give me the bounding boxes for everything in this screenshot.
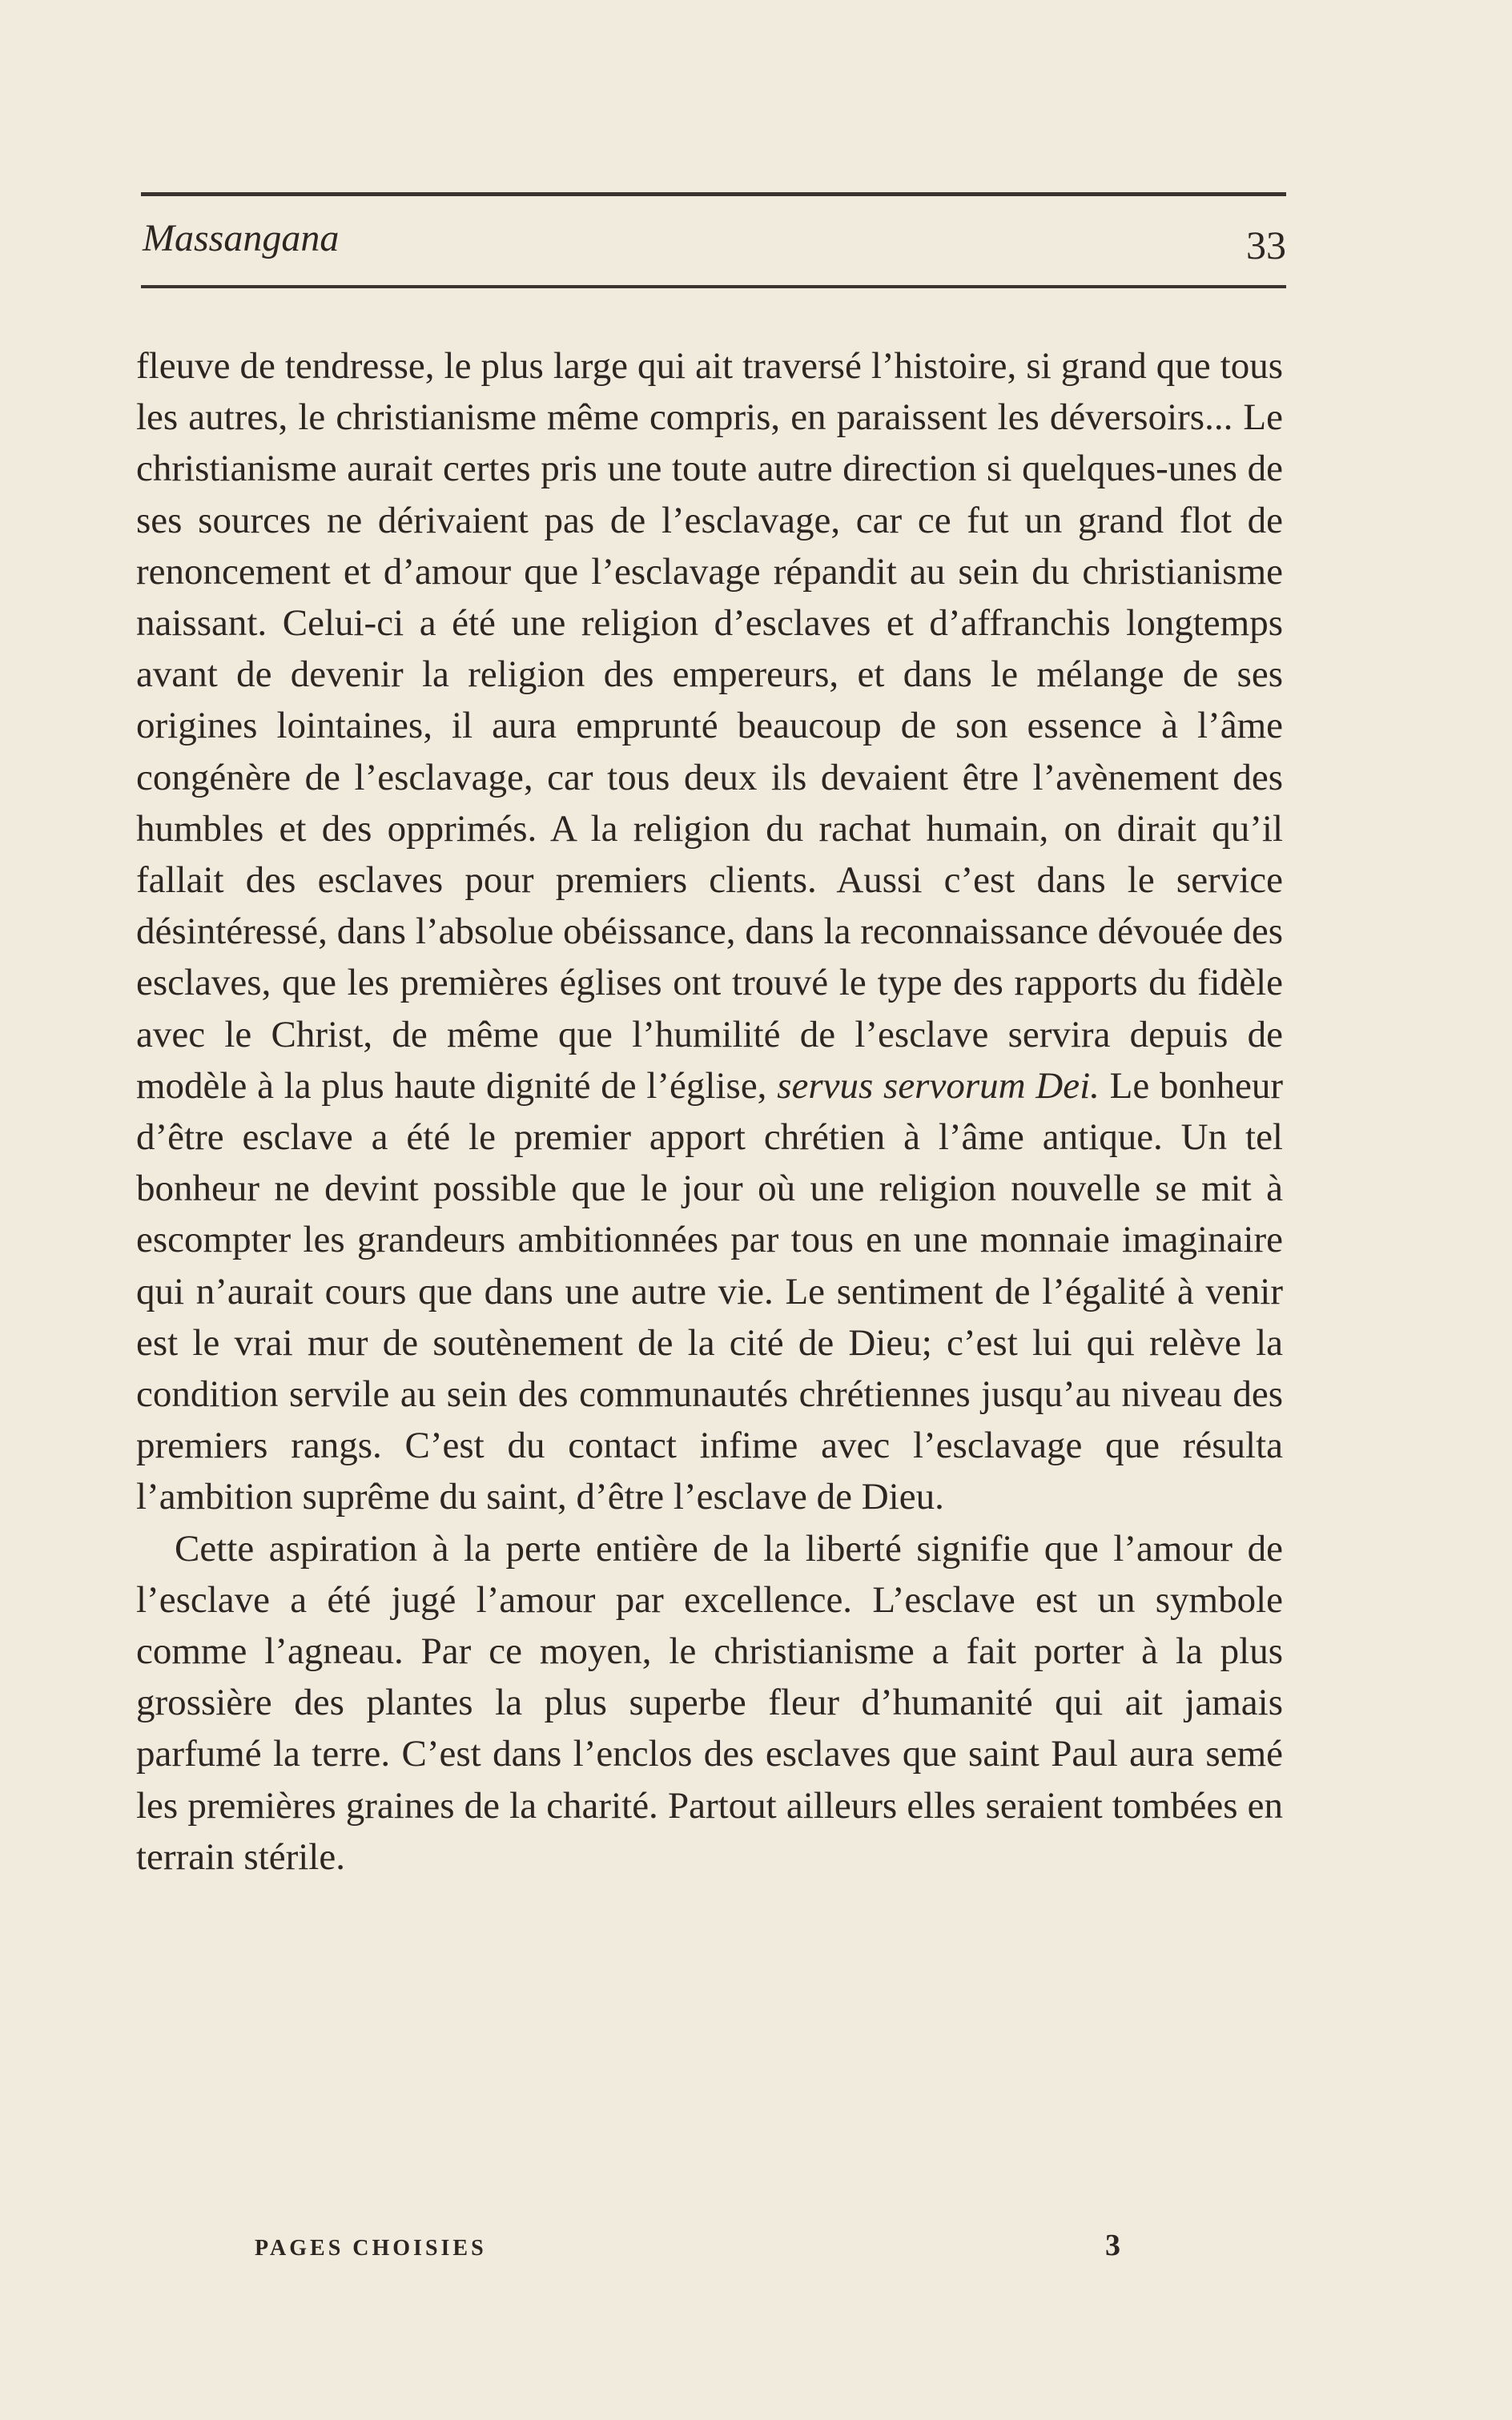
paragraph-1 <box>136 340 1283 1523</box>
paragraph-2: Cette aspiration à la perte entière de la liberté signifie que l’amour de l’esclave a été jugé l’amour par excellence. L’esclave est un symbole comme l’agneau. Par ce moyen, le christianisme a fait porter à la plus grossière des plantes la plus superbe fleur d’humanité qui ait jamais parfumé la terre. C’est dans l’enclos des esclaves que saint Paul aura semé les premières graines de la charité. Partout ailleurs elles seraient tombées en terrain stérile. <box>136 1527 1283 1878</box>
running-title: Massangana <box>143 217 340 259</box>
page-number: 33 <box>1246 223 1286 267</box>
footer-signature-number: 3 <box>1105 2229 1120 2262</box>
header-rule-top <box>141 192 1286 196</box>
paragraph-1-text-b: Le bonheur d’être esclave a été le premier apport chrétien à l’âme antique. Un tel bonheur ne devint possible que le jour où une religion nouvelle se mit à escompter les grandeurs ambitionnées par tous en une monnaie imaginaire qui n’aurait cours que dans une autre vie. Le sentiment de l’égalité à venir est le vrai mur de soutènement de la cité de Dieu; c’est lui qui relève la condition servile au sein des communautés chrétiennes jusqu’au niveau des premiers rangs. C’est du contact infime avec l’esclavage que résulta l’ambition suprême du saint, d’être l’esclave de Dieu. <box>136 1064 1283 1518</box>
latin-phrase: servus servorum Dei. <box>777 1064 1100 1107</box>
body-text <box>136 340 1283 1883</box>
paragraph-1-text-a: fleuve de tendresse, le plus large qui ait traversé l’histoire, si grand que tous les autres, le christianisme même compris, en paraissent les déversoirs... Le christianisme aurait certes pris une toute autre direction si quelques-unes de ses sources ne dérivaient pas de l’esclavage, car ce fut un grand flot de renoncement et d’amour que l’esclavage répandit au sein du christianisme naissant. Celui-ci a été une religion d’esclaves et d’affranchis longtemps avant de devenir la religion des empereurs, et dans le mélange de ses origines lointaines, il aura emprunté beaucoup de son essence à l’âme congénère de l’esclavage, car tous deux ils devaient être l’avènement des humbles et des opprimés. A la religion du rachat humain, on dirait qu’il fallait des esclaves pour premiers clients. Aussi c’est dans le service désintéressé, dans l’absolue obéissance, dans la reconnaissance dévouée des esclaves, que les premières églises ont trouvé le type des rapports du fidèle avec le Christ, de même que l’humilité de l’esclave servira depuis de modèle à la plus haute dignité de l’église, <box>136 345 1283 1107</box>
footer-signature-label: PAGES CHOISIES <box>255 2236 487 2261</box>
header-rule-bottom <box>141 285 1286 288</box>
